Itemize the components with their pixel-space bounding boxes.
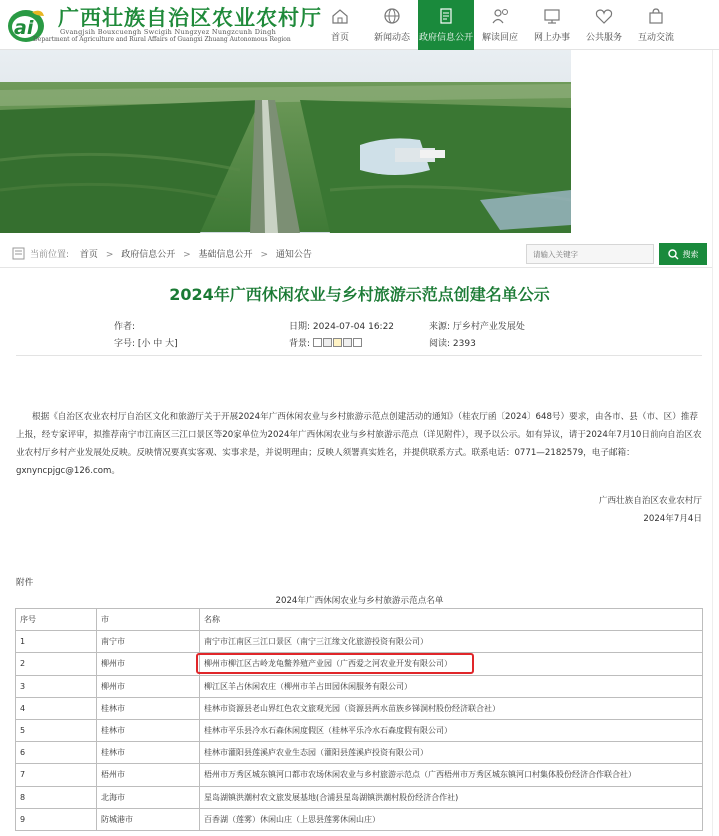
nav-item-interaction[interactable] (630, 0, 682, 50)
row-index: 8 (16, 786, 97, 808)
breadcrumb-home[interactable]: 首页 (79, 250, 98, 260)
article-body: 根据《自治区农业农村厅自治区文化和旅游厅关于开展2024年广西休闲农业与乡村旅游示范点创建活动的通知》（桂农厅函〔2024〕648号）要求，由各市、县（市、区）推荐上报，经专家评审，拟推荐南宁市江南区三江口景区等20家单位为2024年广西休闲农业与乡村旅游示范点（详见附件），现予以公示。如有异议，请于2024年7月10日前向自治区农业农村厅乡村产业发展处反映。反映情况要真实客观、实事求是，并说明理由；反映人须署真实姓名，并提供联系方式。联系电话：0771—2182579，电子邮箱：gxnyncpjgc@126.com。 (16, 412, 702, 476)
table-row (16, 764, 703, 786)
main-nav (314, 0, 682, 50)
header-index: 序号 (16, 609, 97, 631)
nav-item-news[interactable] (366, 0, 418, 50)
bag-icon (645, 6, 667, 26)
author-meta (114, 319, 135, 332)
author-label: 作者: (114, 322, 136, 332)
fontsize-options[interactable]: [小 中 大] (137, 339, 178, 349)
source-meta (429, 319, 525, 332)
banner-image (0, 50, 571, 233)
row-index: 2 (16, 653, 97, 675)
breadcrumb-basic-info[interactable]: 基础信息公开 (198, 250, 253, 260)
table-row (16, 675, 703, 697)
signature-date: 2024年7月4日 (643, 514, 702, 524)
home-icon (329, 6, 351, 26)
row-index: 4 (16, 697, 97, 719)
site-subtitle-zhuang: Gvangjsih Bouxcuengh Swcigih Nungzyez Nungzcunh Dingh (60, 28, 277, 36)
table-row (16, 631, 703, 653)
row-city: 防城港市 (97, 808, 200, 830)
row-name: 梧州市万秀区城东镇河口都市农场休闲农业与乡村旅游示范点（广西梧州市万秀区城东镇河口村集体股份经济合作联合社） (200, 764, 703, 786)
nav-item-label: 网上办事 (533, 33, 570, 43)
date-label: 日期: (289, 322, 311, 332)
demo-sites-table (15, 608, 703, 831)
row-city: 柳州市 (97, 675, 200, 697)
views-label: 阅读: (429, 339, 451, 349)
row-index: 5 (16, 719, 97, 741)
breadcrumb-separator: > (260, 250, 268, 260)
row-name: 桂林市资源县老山界红色农文旅观光园（资源县两水苗族乡锑洞村股份经济联合社） (200, 697, 703, 719)
date-value: 2024-07-04 16:22 (312, 322, 395, 332)
location-doc-icon (12, 247, 25, 260)
row-city: 南宁市 (97, 631, 200, 653)
row-city: 桂林市 (97, 697, 200, 719)
background-label: 背景: (289, 339, 311, 349)
row-name: 南宁市江南区三江口景区（南宁三江缘文化旅游投资有限公司） (200, 631, 703, 653)
row-city: 桂林市 (97, 719, 200, 741)
table-row (16, 808, 703, 830)
views-count: 2393 (452, 339, 476, 349)
row-name: 桂林市平乐县冷水石森休闲度假区（桂林平乐冷水石森度假有限公司） (200, 719, 703, 741)
header-name: 名称 (200, 609, 703, 631)
nav-item-label: 首页 (330, 33, 349, 43)
date-meta (289, 319, 394, 332)
search-input[interactable] (526, 244, 654, 264)
fontsize-label: 字号: (114, 339, 136, 349)
breadcrumb-separator: > (183, 250, 191, 260)
page-title: 2024年广西休闲农业与乡村旅游示范点创建名单公示 (169, 285, 550, 304)
breadcrumb (30, 247, 312, 260)
site-title[interactable]: 广西壮族自治区农业农村厅 (58, 6, 322, 30)
search-button-label: 搜索 (682, 249, 699, 259)
table-header-row (16, 609, 703, 631)
table-row (16, 653, 703, 675)
row-name: 星岛湖镇洪潮村农文旅发展基地(合浦县星岛湖镇洪潮村股份经济合作社) (200, 786, 703, 808)
table-row (16, 742, 703, 764)
table-row (16, 786, 703, 808)
row-index: 6 (16, 742, 97, 764)
row-city: 桂林市 (97, 742, 200, 764)
news-globe-icon (381, 6, 403, 26)
heart-icon (593, 6, 615, 26)
row-index: 7 (16, 764, 97, 786)
nav-item-label: 政府信息公开 (418, 33, 473, 43)
source-label: 来源: (429, 322, 451, 332)
breadcrumb-gov-info[interactable]: 政府信息公开 (121, 250, 176, 260)
bg-swatch-white[interactable] (313, 338, 322, 347)
monitor-icon (541, 6, 563, 26)
breadcrumb-label: 当前位置: (30, 250, 70, 260)
bg-swatch-light[interactable] (343, 338, 352, 347)
bg-swatch-white-2[interactable] (353, 338, 362, 347)
row-index: 1 (16, 631, 97, 653)
row-name: 百香湖（莲雾）休闲山庄（上思县莲雾休闲山庄） (200, 808, 703, 830)
nav-item-gov-info[interactable] (418, 0, 474, 50)
search-icon (668, 249, 679, 260)
nav-item-label: 互动交流 (637, 33, 674, 43)
table-row (16, 697, 703, 719)
signature-org: 广西壮族自治区农业农村厅 (598, 496, 702, 506)
person-chat-icon (489, 6, 511, 26)
nav-item-label: 公共服务 (585, 33, 622, 43)
nav-item-public-service[interactable] (578, 0, 630, 50)
document-icon (435, 6, 457, 26)
fontsize-meta (114, 336, 178, 349)
attachment-label: 附件 (16, 578, 34, 588)
meta-divider (16, 355, 702, 356)
nav-item-label: 解读回应 (481, 33, 518, 43)
row-name: 柳江区羊占休闲农庄（柳州市羊占田园休闲服务有限公司） (200, 675, 703, 697)
breadcrumb-notices[interactable]: 通知公告 (275, 250, 312, 260)
background-meta (289, 336, 363, 349)
row-name: 桂林市灌阳县莲溪庐农业生态园（灌阳县莲溪庐投资有限公司） (200, 742, 703, 764)
row-name: 柳州市柳江区古岭龙龟鳖养殖产业园（广西爱之河农业开发有限公司） (200, 653, 703, 675)
row-city: 梧州市 (97, 764, 200, 786)
row-city: 北海市 (97, 786, 200, 808)
bg-swatch-yellow[interactable] (333, 338, 342, 347)
row-index: 3 (16, 675, 97, 697)
site-subtitle-english: Department of Agriculture and Rural Affairs of Guangxi Zhuang Autonomous Region (33, 36, 291, 43)
nav-item-online-service[interactable] (526, 0, 578, 50)
nav-item-interpret[interactable] (474, 0, 526, 50)
header-city: 市 (97, 609, 200, 631)
row-index: 9 (16, 808, 97, 830)
row-city: 柳州市 (97, 653, 200, 675)
site-header (0, 0, 719, 50)
table-caption: 2024年广西休闲农业与乡村旅游示范点名单 (275, 596, 444, 606)
scrollbar-track[interactable] (712, 50, 719, 836)
search-button[interactable] (659, 243, 707, 265)
views-meta (429, 336, 476, 349)
bg-swatch-grey[interactable] (323, 338, 332, 347)
svg-text:ai: ai (14, 17, 34, 39)
breadcrumb-separator: > (105, 250, 114, 260)
nav-item-home[interactable] (314, 0, 366, 50)
nav-item-label: 新闻动态 (373, 33, 410, 43)
source-value: 厅乡村产业发展处 (452, 322, 525, 332)
table-row (16, 719, 703, 741)
